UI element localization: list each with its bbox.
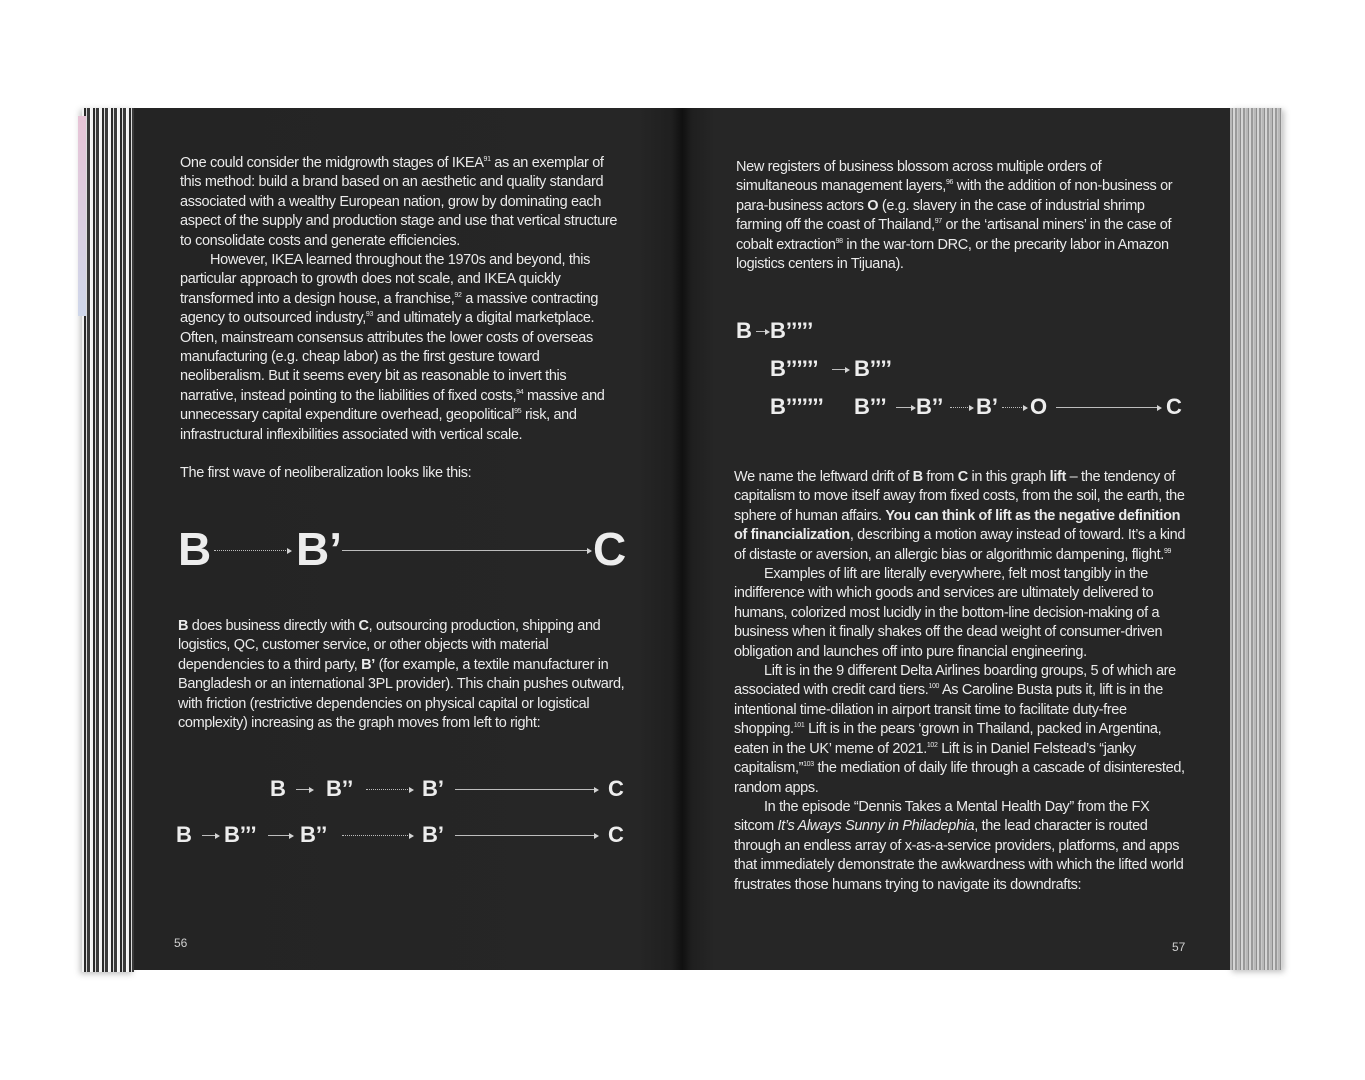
book-gutter bbox=[672, 108, 692, 970]
arrow bbox=[202, 835, 216, 836]
footnote-ref: 93 bbox=[365, 311, 373, 319]
footnote-ref: 97 bbox=[934, 218, 942, 226]
footnote-ref: 99 bbox=[1163, 547, 1172, 555]
arrow bbox=[896, 407, 912, 408]
paragraph: Examples of lift are literally everywhere, felt most tangibly in the indifference with which goods and services are ultimately delivered to humans, colorized most lucidly in the bottom-line decision-making of a business when it finally shakes off the dead weight of consumer-driven obligation and launches off into pure financial engineering. bbox=[734, 566, 1163, 660]
node: B’’ bbox=[300, 822, 328, 847]
node: B’’’’’’ bbox=[770, 356, 819, 381]
node: B’’’’’ bbox=[770, 318, 814, 343]
right-page bbox=[682, 108, 1230, 970]
footnote-ref: 101 bbox=[793, 722, 805, 730]
node: B’’ bbox=[326, 776, 354, 801]
right-page-stack bbox=[1230, 108, 1282, 970]
arrow bbox=[455, 789, 595, 790]
node-c: C bbox=[593, 523, 627, 575]
footnote-ref: 100 bbox=[928, 683, 940, 691]
arrow bbox=[950, 407, 970, 408]
node: B bbox=[176, 822, 192, 847]
node: B bbox=[270, 776, 286, 801]
node: B’’’’’’’ bbox=[770, 394, 824, 419]
paragraph: In the episode “Dennis Takes a Mental Health Day” from the FX sitcom It’s Always Sunny in Philadephia, the lead character is routed through an endless array of x-as-a-service providers, platforms, and apps that immediately demonstrate the awkwardness with which the lifted world frustrates those humans trying to navigate its downdrafts: bbox=[734, 798, 1184, 893]
footnote-ref: 91 bbox=[483, 156, 491, 164]
right-body-text-2 bbox=[734, 468, 1186, 895]
node: B’ bbox=[422, 776, 444, 801]
left-page bbox=[134, 108, 682, 970]
arrow bbox=[455, 835, 595, 836]
left-body-text-2 bbox=[178, 617, 628, 733]
node: C bbox=[608, 776, 624, 801]
footnote-ref: 92 bbox=[454, 292, 462, 300]
footnote-ref: 102 bbox=[926, 741, 938, 749]
diagram-lift bbox=[734, 316, 1204, 426]
arrow bbox=[342, 550, 588, 551]
node: B’’’ bbox=[224, 822, 257, 847]
paragraph: The first wave of neoliberalization looks like this: bbox=[180, 465, 472, 482]
arrow bbox=[832, 369, 846, 370]
footnote-ref: 94 bbox=[516, 389, 524, 397]
arrow bbox=[268, 835, 290, 836]
page-number: 56 bbox=[174, 936, 188, 950]
node: B’’’ bbox=[854, 394, 887, 419]
node: C bbox=[608, 822, 624, 847]
footnote-ref: 96 bbox=[946, 179, 954, 187]
paragraph: We name the leftward drift of B from C in this graph lift – the tendency of capitalism to move itself away from fixed costs, from the soil, the earth, the sphere of human affairs. You can think of lift as the negative definition of financialization, describing a motion away instead of toward. It’s a kind of distaste or aversion, an allergic bias or algorithmic dampening, flight.$^{99}$ bbox=[734, 469, 1186, 563]
paragraph: Lift is in the 9 different Delta Airlines boarding groups, 5 of which are associated with credit card tiers.$^{100}$ As Caroline Busta puts it, lift is in the intentional time-dilation in airport transit time to facilitate duty-free shopping.$^{101}$ Lift is in the pears ‘grown in Thailand, packed in Argentina, eaten in the UK’ meme of 2021.$^{102}$ Lift is in Daniel Felstead’s “janky capitalism,”$^{103}$ the mediation of daily life through a cascade of disinterested, random apps. bbox=[734, 663, 1185, 796]
node: B’’’’ bbox=[854, 356, 892, 381]
node: B’ bbox=[422, 822, 444, 847]
left-body-text bbox=[180, 154, 626, 484]
arrow bbox=[1002, 407, 1024, 408]
node: C bbox=[1166, 394, 1182, 419]
footnote-ref: 103 bbox=[803, 761, 814, 769]
arrow bbox=[1056, 407, 1158, 408]
diagram-first-wave bbox=[174, 520, 654, 580]
arrow bbox=[296, 789, 310, 790]
node: B bbox=[736, 318, 752, 343]
node: B’ bbox=[976, 394, 998, 419]
paragraph: New registers of business blossom across multiple orders of simultaneous management layers,$^{96}$ with the addition of non-business or para-business actors O (e.g. slavery in the case of industrial shrimp farming off the coast of Thailand,$^{97}$ or the ‘artisanal miners’ in the case of cobalt extraction$^{98}$ in the war-torn DRC, or the precarity labor in Amazon logistics centers in Tijuana). bbox=[736, 159, 1173, 273]
node: O bbox=[1030, 394, 1048, 419]
arrow bbox=[756, 331, 766, 332]
paragraph: B does business directly with C, outsourcing production, shipping and logistics, QC, customer service, or other objects with material dependencies to a third party, B’ (for example, a textile manufacturer in Bangladesh or an international 3PL provider). This chain pushes outward, with friction (restrictive dependencies on physical capital or logistical complexity) increasing as the graph moves from left to right: bbox=[178, 618, 625, 732]
node-b-prime: B’ bbox=[296, 523, 342, 575]
paragraph: One could consider the midgrowth stages of IKEA$^{91}$ as an exemplar of this method: build a brand based on an aesthetic and quality standard associated with a wealthy European nation, grow by dominating each aspect of the supply and production stage and use that vertical structure to consolidate costs and generate efficiencies. bbox=[180, 155, 618, 249]
footnote-ref: 98 bbox=[835, 237, 843, 245]
footnote-ref: 95 bbox=[514, 408, 522, 416]
arrow bbox=[342, 835, 410, 836]
arrow bbox=[214, 550, 288, 551]
right-body-text bbox=[736, 158, 1186, 274]
diagram-second-wave bbox=[174, 776, 654, 856]
node-b: B bbox=[178, 523, 212, 575]
node: B’’ bbox=[916, 394, 944, 419]
left-page-stack bbox=[82, 108, 134, 972]
paragraph: However, IKEA learned throughout the 1970s and beyond, this particular approach to growth does not scale, and IKEA quickly transformed into a design house, a franchise,$^{92}$ a massive contracting agency to outsourced industry,$^{93}$ and ultimately a digital marketplace. Often, mainstream consensus attributes the lower costs of overseas manufacturing (e.g. cheap labor) as the first gesture toward neoliberalism. But it seems every bit as reasonable to invert this narrative, instead pointing to the liabilities of fixed costs,$^{94}$ massive and unnecessary capital expenditure overhead, geopolitical$^{95}$ risk, and infrastructural inflexibilities associated with vertical scale. bbox=[180, 252, 605, 443]
arrow bbox=[366, 789, 410, 790]
page-number: 57 bbox=[1172, 940, 1186, 954]
